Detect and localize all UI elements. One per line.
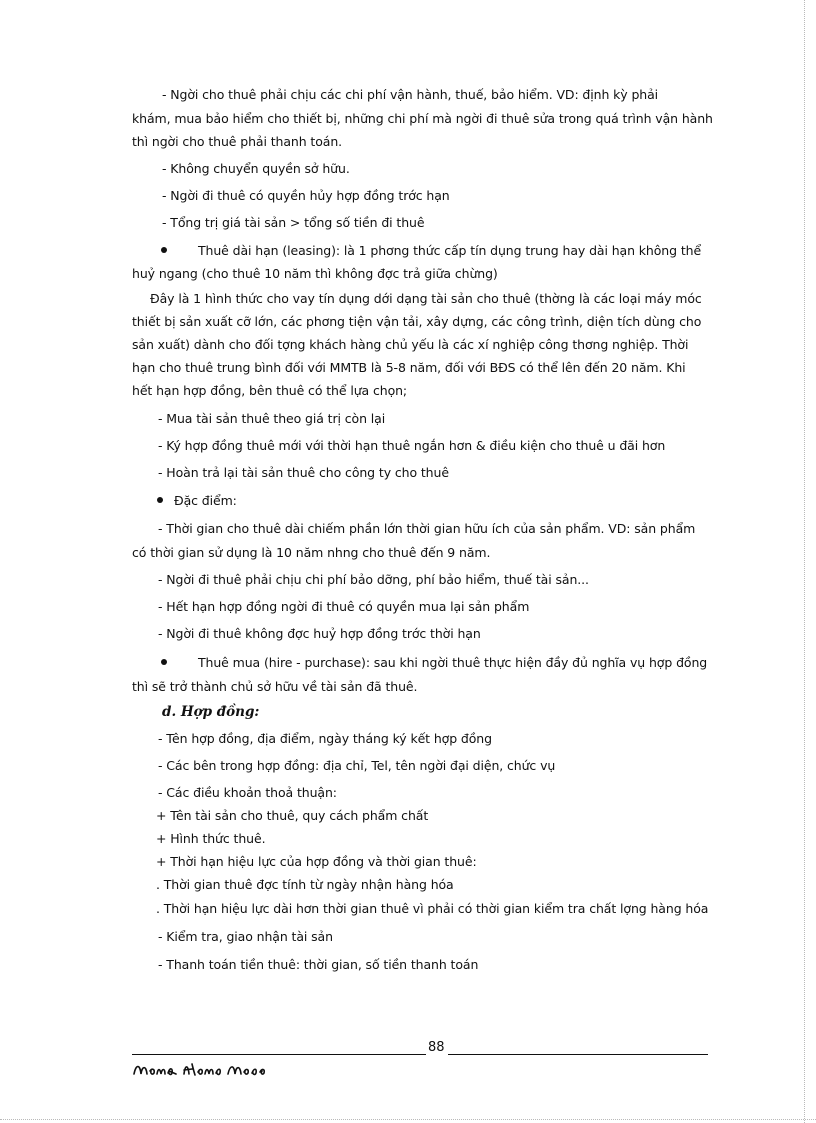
text-line: Thuê mua (hire - purchase): sau khi ngời thuê thực hiện đầy đủ nghĩa vụ hợp đồng xyxy=(198,655,708,670)
text-line: . Thời gian thuê đợc tính từ ngày nhận hàng hóa xyxy=(156,877,454,892)
text-line: - Thanh toán tiền thuê: thời gian, số tiền thanh toán xyxy=(158,957,479,972)
text-line: - Ngời đi thuê không đợc huỷ hợp đồng trớc thời hạn xyxy=(158,626,481,641)
text-line: - Các bên trong hợp đồng: địa chỉ, Tel, tên ngời đại diện, chức vụ xyxy=(158,758,556,773)
bullet-dot-icon xyxy=(161,247,167,253)
text-line: + Thời hạn hiệu lực của hợp đồng và thời gian thuê: xyxy=(156,854,477,869)
text-line: thì ngời cho thuê phải thanh toán. xyxy=(132,134,343,149)
text-line: có thời gian sử dụng là 10 năm nhng cho thuê đến 9 năm. xyxy=(132,545,491,560)
text-line: - Kiểm tra, giao nhận tài sản xyxy=(158,929,333,944)
text-line: - Ngời đi thuê phải chịu chi phí bảo dỡng, phí bảo hiểm, thuế tài sản... xyxy=(158,572,589,587)
text-line: thì sẽ trở thành chủ sở hữu về tài sản đã thuê. xyxy=(132,679,418,694)
text-line: - Ký hợp đồng thuê mới với thời hạn thuê ngắn hơn & điều kiện cho thuê u đãi hơn xyxy=(158,438,666,453)
text-line: thiết bị sản xuất cỡ lớn, các phơng tiện vận tải, xây dựng, các công trình, diện tích dùng cho xyxy=(132,314,702,329)
text-line: - Thời gian cho thuê dài chiếm phần lớn thời gian hữu ích của sản phẩm. VD: sản phẩm xyxy=(158,521,696,536)
text-line: Đây là 1 hình thức cho vay tín dụng dới dạng tài sản cho thuê (thờng là các loại máy móc xyxy=(150,291,702,306)
text-line: - Ngời cho thuê phải chịu các chi phí vận hành, thuế, bảo hiểm. VD: định kỳ phải xyxy=(162,87,659,102)
text-line: huỷ ngang (cho thuê 10 năm thì không đợc trả giữa chừng) xyxy=(132,266,498,281)
text-line: - Mua tài sản thuê theo giá trị còn lại xyxy=(158,411,386,426)
author-signature xyxy=(132,1062,292,1078)
signature-icon xyxy=(132,1062,292,1078)
page-number: 88 xyxy=(428,1040,445,1055)
section-heading: d. Hợp đồng: xyxy=(162,704,260,720)
page-border-bottom xyxy=(0,1119,816,1120)
bullet-dot-icon xyxy=(161,659,167,665)
text-line: - Hết hạn hợp đồng ngời đi thuê có quyền mua lại sản phẩm xyxy=(158,599,530,614)
text-line: - Không chuyển quyền sở hữu. xyxy=(162,161,350,176)
text-line: - Tên hợp đồng, địa điểm, ngày tháng ký kết hợp đồng xyxy=(158,731,492,746)
text-line: hạn cho thuê trung bình đối với MMTB là 5-8 năm, đối với BĐS có thể lên đến 20 năm. Khi xyxy=(132,360,686,375)
text-line: - Các điều khoản thoả thuận: xyxy=(158,785,337,800)
footer-rule xyxy=(448,1054,708,1055)
page-border-right xyxy=(804,0,805,1123)
text-line: sản xuất) dành cho đối tợng khách hàng chủ yếu là các xí nghiệp công thơng nghiệp. Thời xyxy=(132,337,689,352)
text-line: Đặc điểm: xyxy=(174,493,237,508)
text-line: khám, mua bảo hiểm cho thiết bị, những chi phí mà ngời đi thuê sửa trong quá trình vận hành xyxy=(132,111,713,126)
text-line: - Hoàn trả lại tài sản thuê cho công ty cho thuê xyxy=(158,465,449,480)
text-line: + Tên tài sản cho thuê, quy cách phẩm chất xyxy=(156,808,429,823)
text-line: - Tổng trị giá tài sản > tổng số tiền đi thuê xyxy=(162,215,425,230)
text-line: + Hình thức thuê. xyxy=(156,831,266,846)
text-line: Thuê dài hạn (leasing): là 1 phơng thức cấp tín dụng trung hay dài hạn không thể xyxy=(198,243,702,258)
text-line: hết hạn hợp đồng, bên thuê có thể lựa chọn; xyxy=(132,383,408,398)
text-line: - Ngời đi thuê có quyền hủy hợp đồng trớc hạn xyxy=(162,188,450,203)
text-line: . Thời hạn hiệu lực dài hơn thời gian thuê vì phải có thời gian kiểm tra chất lợng hàng hóa xyxy=(156,901,709,916)
bullet-dot-icon xyxy=(157,497,163,503)
footer-rule xyxy=(132,1054,426,1055)
